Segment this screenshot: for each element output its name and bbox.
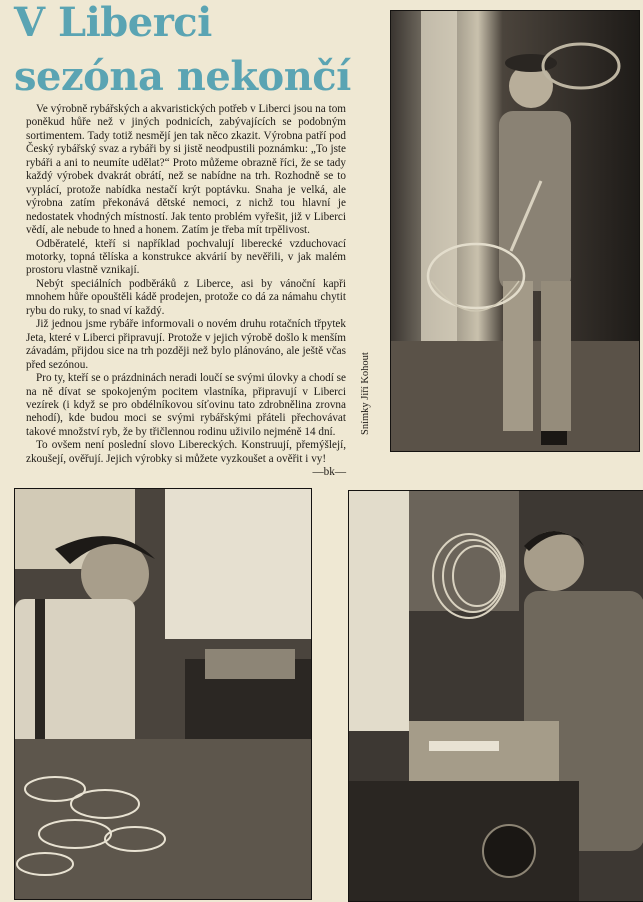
article-title-line-1: V Liberci	[14, 0, 212, 46]
article-paragraph: Odběratelé, kteří si například pochvalují liberecké vzduchovací motorky, topná tělíska a konstrukce akvárií by nevěřili, v jak malém prostoru vlastně vznikají.	[26, 237, 346, 277]
photo-worker-at-lathe	[348, 490, 643, 902]
photo-credit: Snímky Jiří Kohout	[360, 352, 371, 435]
photo-fisherman-with-net	[390, 10, 640, 452]
article-paragraph: Již jednou jsme rybáře informovali o novém druhu rotačních třpytek Jeta, které v Liberci připravují. Protože v jejich výrobě došlo k menším závadám, přijdou sice na trh později než bylo plánováno, ale ještě včas před sezónou.	[26, 318, 346, 371]
article-paragraph: Ve výrobně rybářských a akvaristických potřeb v Liberci jsou na tom poněkud hůře než v jiných podnicích, zabývajících se podobným sortimentem. Tady totiž nesmějí jen tak něco zkazit. Výrobna patří pod Český rybářský svaz a rybáři by si jistě neodpustili poznámku: „To jste rybáři a ani to neumíte udělat?“ Proto můžeme obrazně říci, že se tady každý výrobek dvakrát obrátí, než se nabídne na trh. Rozhodně se to vyplácí, protože nabídka nestačí krýt poptávku. Snaha je velká, ale výrobna zatím překonává dětské nemoci, z nichž tou hlavní je nedostatek vhodných místností. Jak tento problém vyřešit, již v Liberci vědí, ale nebude to hned a honem. Zatím je třeba mít trpělivost.	[26, 103, 346, 237]
article-paragraph: Pro ty, kteří se o prázdninách neradi loučí se svými úlovky a chodí se na ně dívat se spokojeným pocitem vlastníka, připravují v Liberci vezírek (i když se pro obdélníkovou síťovinu tato zdrobnělina zrovna nehodí), kde budou moci se svými rybářskými přáteli přechovávat takové množství ryb, že by třičlennou rodinu uživilo nejméně 14 dní.	[26, 372, 346, 438]
photo-worker-assembling	[14, 488, 312, 900]
article-paragraph: Nebýt speciálních podběráků z Liberce, asi by vánoční kapři mnohem hůře opouštěli kádě prodejen, protože co dá za námahu chytit rybu do ruky, to snad ví každý.	[26, 277, 346, 317]
article-body	[26, 103, 346, 480]
article-paragraph: To ovšem není poslední slovo Libereckých. Konstruují, přemýšlejí, zkoušejí, ověřují. Jejich výrobky si můžete vyzkoušet a ověřit i vy!	[26, 439, 346, 465]
article-title-line-2: sezóna nekončí	[14, 53, 351, 100]
author-signature: —bk—	[312, 466, 346, 479]
article-title	[14, 0, 374, 104]
